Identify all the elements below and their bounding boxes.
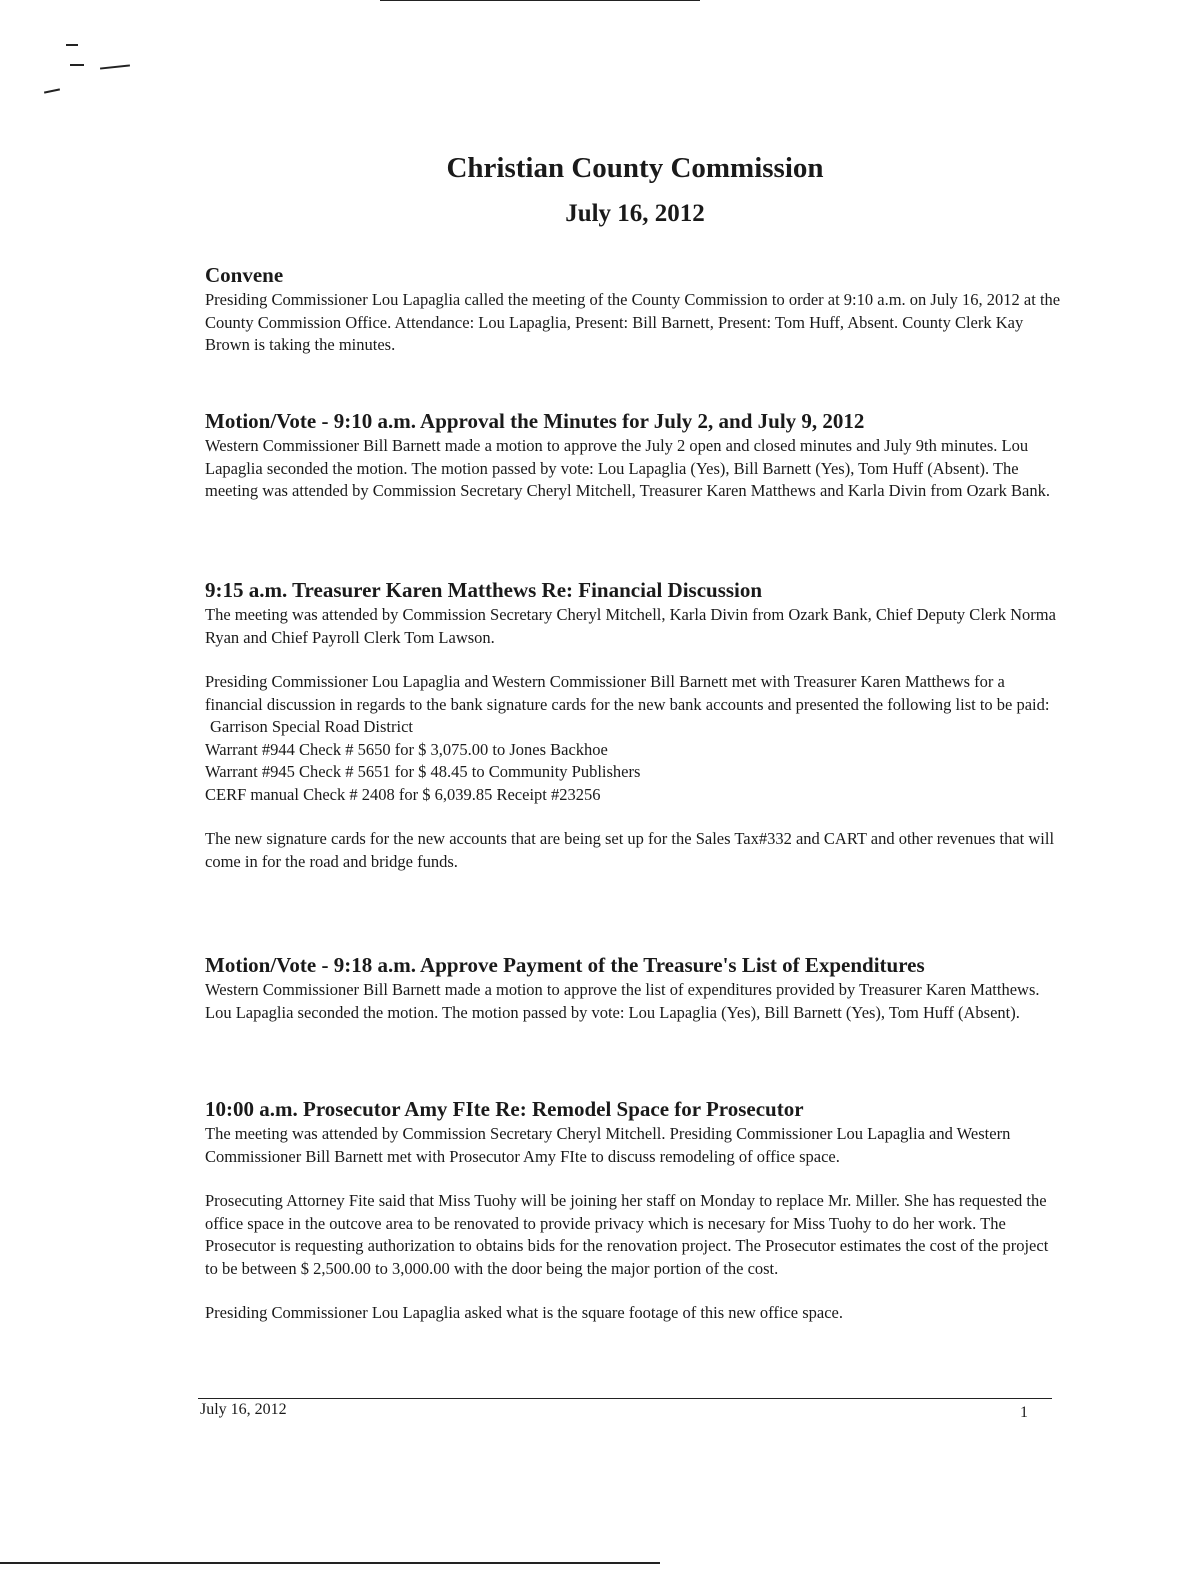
section-heading: Motion/Vote - 9:10 a.m. Approval the Minutes for July 2, and July 9, 2012 bbox=[205, 409, 865, 433]
scan-artifact bbox=[44, 88, 60, 93]
section-treasurer-financial-discussion bbox=[205, 577, 1065, 873]
footer-rule bbox=[198, 1398, 1052, 1399]
document-date: July 16, 2012 bbox=[565, 200, 705, 227]
page-number: 1 bbox=[1020, 1404, 1028, 1421]
section-prosecutor-remodel bbox=[205, 1096, 1065, 1325]
payment-list-item: Garrison Special Road District bbox=[210, 717, 413, 736]
page-title: Christian County Commission bbox=[446, 152, 824, 184]
section-paragraph: The meeting was attended by Commission Secretary Cheryl Mitchell, Karla Divin from Ozark Bank, Chief Deputy Clerk Norma Ryan and Chief Payroll Clerk Tom Lawson. bbox=[205, 605, 1056, 647]
section-paragraph: Prosecuting Attorney Fite said that Miss Tuohy will be joining her staff on Monday to replace Mr. Miller. She has requested the office space in the outcove area to be renovated to provide privacy which is necesary for Miss Tuohy to do her work. The Prosecutor is requesting authorization to obtains bids for the renovation project. The Prosecutor estimates the cost of the project to be between $ 2,500.00 to 3,000.00 with the door being the major portion of the cost. bbox=[205, 1191, 1049, 1278]
section-paragraph: Western Commissioner Bill Barnett made a motion to approve the list of expenditures provided by Treasurer Karen Matthews. Lou Lapaglia seconded the motion. The motion passed by vote: Lou Lapaglia (Yes), Bill Barnett (Yes), Tom Huff (Absent). bbox=[205, 980, 1040, 1022]
section-motion-approve-payment bbox=[205, 952, 1065, 1024]
section-convene bbox=[205, 262, 1065, 357]
section-motion-approve-minutes bbox=[205, 408, 1065, 503]
section-paragraph: Presiding Commissioner Lou Lapaglia asked what is the square footage of this new office space. bbox=[205, 1303, 843, 1322]
payment-list-item: Warrant #945 Check # 5651 for $ 48.45 to Community Publishers bbox=[205, 762, 641, 781]
scan-artifact bbox=[100, 64, 130, 69]
section-heading: 9:15 a.m. Treasurer Karen Matthews Re: Financial Discussion bbox=[205, 578, 763, 602]
footer-date: July 16, 2012 bbox=[200, 1401, 287, 1418]
section-paragraph: Presiding Commissioner Lou Lapaglia called the meeting of the County Commission to order at 9:10 a.m. on July 16, 2012 at the County Commission Office. Attendance: Lou Lapaglia, Present: Bill Barnett, Present: Tom Huff, Absent. County Clerk Kay Brown is taking the minutes. bbox=[205, 290, 1061, 354]
section-paragraph: The meeting was attended by Commission Secretary Cheryl Mitchell. Presiding Commissioner Lou Lapaglia and Western Commissioner Bill Barnett met with Prosecutor Amy FIte to discuss remodeling of office space. bbox=[205, 1124, 1011, 1166]
scan-artifact bbox=[380, 0, 700, 1]
paragraph-text: Presiding Commissioner Lou Lapaglia and Western Commissioner Bill Barnett met with Treasurer Karen Matthews for a financial discussion in regards to the bank signature cards for the new bank accounts and presented the following list to be paid: bbox=[205, 672, 1050, 714]
scan-artifact bbox=[70, 64, 84, 66]
section-heading: Convene bbox=[205, 263, 284, 287]
payment-list-item: CERF manual Check # 2408 for $ 6,039.85 Receipt #23256 bbox=[205, 784, 601, 804]
section-heading: Motion/Vote - 9:18 a.m. Approve Payment of the Treasure's List of Expenditures bbox=[205, 953, 925, 977]
section-paragraph: Western Commissioner Bill Barnett made a motion to approve the July 2 open and closed minutes and July 9th minutes. Lou Lapaglia seconded the motion. The motion passed by vote: Lou Lapaglia (Yes), Bill Barnett (Yes), Tom Huff (Absent). The meeting was attended by Commission Secretary Cheryl Mitchell, Treasurer Karen Matthews and Karla Divin from Ozark Bank. bbox=[205, 436, 1050, 500]
section-paragraph: The new signature cards for the new accounts that are being set up for the Sales Tax#332 and CART and other revenues that will come in for the road and bridge funds. bbox=[205, 829, 1055, 871]
scan-artifact bbox=[66, 44, 78, 46]
section-heading: 10:00 a.m. Prosecutor Amy FIte Re: Remodel Space for Prosecutor bbox=[205, 1097, 804, 1121]
scan-artifact bbox=[0, 1562, 660, 1564]
section-paragraph bbox=[205, 671, 1065, 806]
payment-list-item: Warrant #944 Check # 5650 for $ 3,075.00 to Jones Backhoe bbox=[205, 739, 608, 759]
